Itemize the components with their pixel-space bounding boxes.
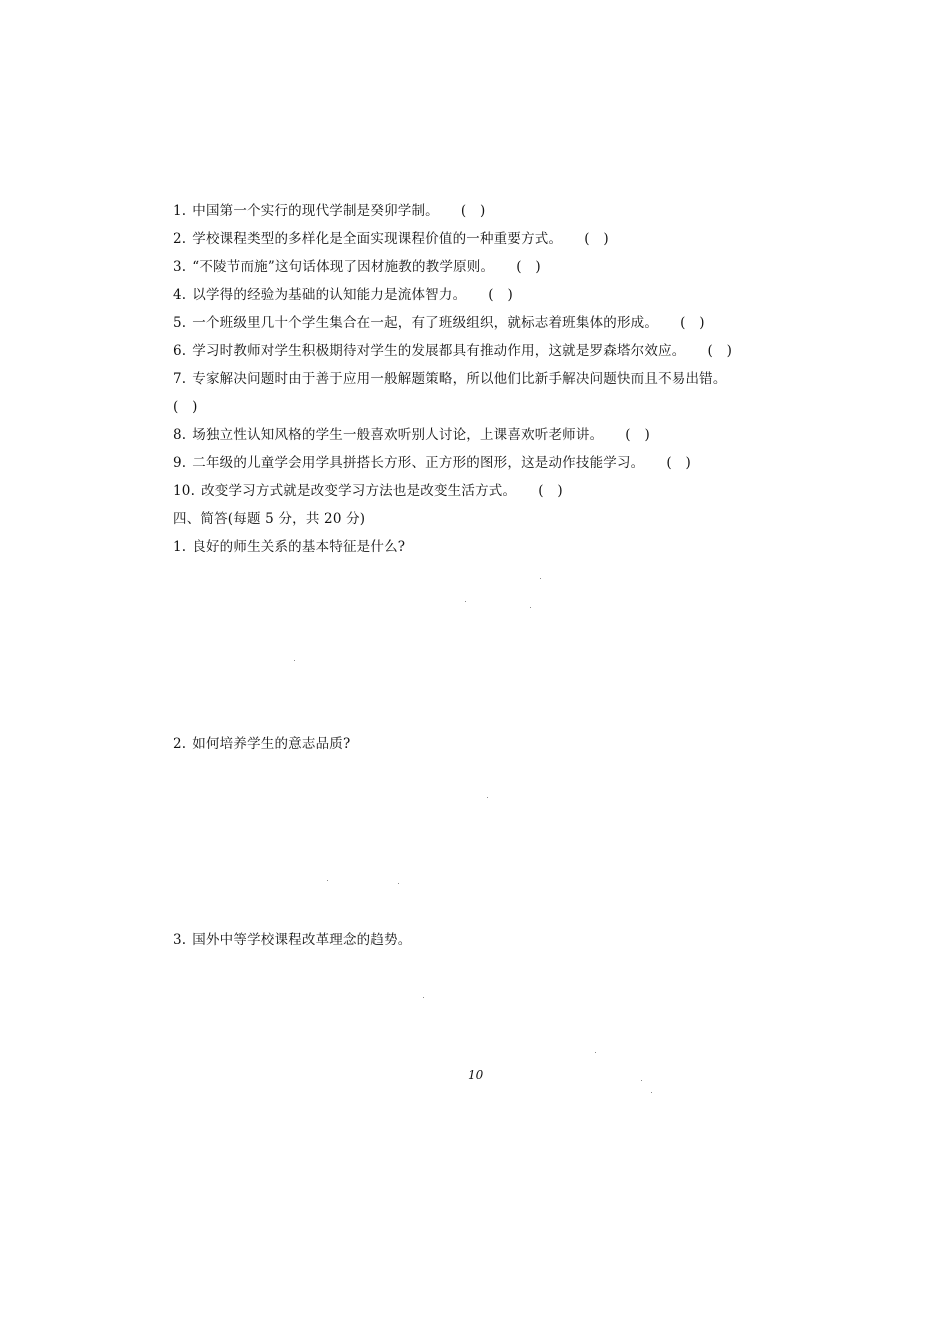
tf-item-7 <box>173 370 727 388</box>
item-text: 二年级的儿童学会用学具拼搭长方形、正方形的图形，这是动作技能学习。 <box>192 455 645 471</box>
tf-item-9 <box>173 454 691 472</box>
answer-parentheses: ( ) <box>516 259 541 275</box>
short-answer-2 <box>173 735 350 753</box>
item-number: 2. <box>173 736 187 752</box>
item-text: 改变学习方式就是改变学习方法也是改变生活方式。 <box>201 483 517 499</box>
scan-speck <box>327 880 328 881</box>
item-number: 8. <box>173 427 187 443</box>
item-number: 3. <box>173 259 187 275</box>
item-text: 学校课程类型的多样化是全面实现课程价值的一种重要方式。 <box>192 231 563 247</box>
short-answer-1 <box>173 538 405 556</box>
scan-speck <box>540 578 541 579</box>
scan-speck <box>423 997 424 998</box>
answer-parentheses: ( ) <box>538 483 563 499</box>
answer-parentheses: ( ) <box>584 231 609 247</box>
scan-speck <box>641 1080 642 1081</box>
item-number: 5. <box>173 315 187 331</box>
item-text: 中国第一个实行的现代学制是癸卯学制。 <box>192 203 439 219</box>
item-number: 1. <box>173 539 187 555</box>
item-number: 3. <box>173 932 187 948</box>
answer-parentheses: ( ) <box>680 315 705 331</box>
item-text: 如何培养学生的意志品质? <box>192 736 351 752</box>
answer-parentheses: ( ) <box>666 455 692 471</box>
item-number: 9. <box>173 455 187 471</box>
item-text: “不陵节而施”这句话体现了因材施教的教学原则。 <box>192 259 495 275</box>
tf-item-4 <box>173 286 513 304</box>
answer-parentheses: ( ) <box>488 287 513 303</box>
item-text: 场独立性认知风格的学生一般喜欢听别人讨论，上课喜欢听老师讲。 <box>192 427 604 443</box>
short-answer-3 <box>173 931 411 949</box>
scan-speck <box>487 797 488 798</box>
tf-item-10 <box>173 482 563 500</box>
scan-speck <box>294 660 295 661</box>
tf-item-8 <box>173 426 650 444</box>
tf-item-5 <box>173 314 705 332</box>
page-number: 10 <box>468 1068 484 1082</box>
item-text: 以学得的经验为基础的认知能力是流体智力。 <box>192 287 467 303</box>
tf-item-6 <box>173 342 732 360</box>
item-number: 10. <box>173 483 196 499</box>
answer-parentheses: ( ) <box>460 203 486 219</box>
item-text: 良好的师生关系的基本特征是什么? <box>192 539 406 555</box>
item-text: 一个班级里几十个学生集合在一起，有了班级组织，就标志着班集体的形成。 <box>192 315 659 331</box>
scan-speck <box>465 601 466 602</box>
scan-speck <box>530 607 531 608</box>
scan-speck <box>651 1092 652 1093</box>
answer-parentheses: ( ) <box>707 343 733 359</box>
answer-parentheses: ( ) <box>173 399 198 415</box>
answer-parentheses: ( ) <box>625 427 650 443</box>
tf-item-7-parentheses-line <box>173 398 198 416</box>
tf-item-2 <box>173 230 609 248</box>
item-number: 2. <box>173 231 187 247</box>
item-number: 1. <box>173 203 187 219</box>
item-number: 6. <box>173 343 187 359</box>
scan-speck <box>595 1052 596 1053</box>
tf-item-1 <box>173 202 486 220</box>
section-heading: 四、简答(每题 5 分，共 20 分) <box>173 511 366 527</box>
scan-speck <box>398 883 399 884</box>
item-text: 专家解决问题时由于善于应用一般解题策略，所以他们比新手解决问题快而且不易出错。 <box>192 371 727 387</box>
item-text: 学习时教师对学生积极期待对学生的发展都具有推动作用，这就是罗森塔尔效应。 <box>192 343 686 359</box>
item-number: 4. <box>173 287 187 303</box>
item-text: 国外中等学校课程改革理念的趋势。 <box>192 932 412 948</box>
item-number: 7. <box>173 371 187 387</box>
tf-item-3 <box>173 258 541 276</box>
